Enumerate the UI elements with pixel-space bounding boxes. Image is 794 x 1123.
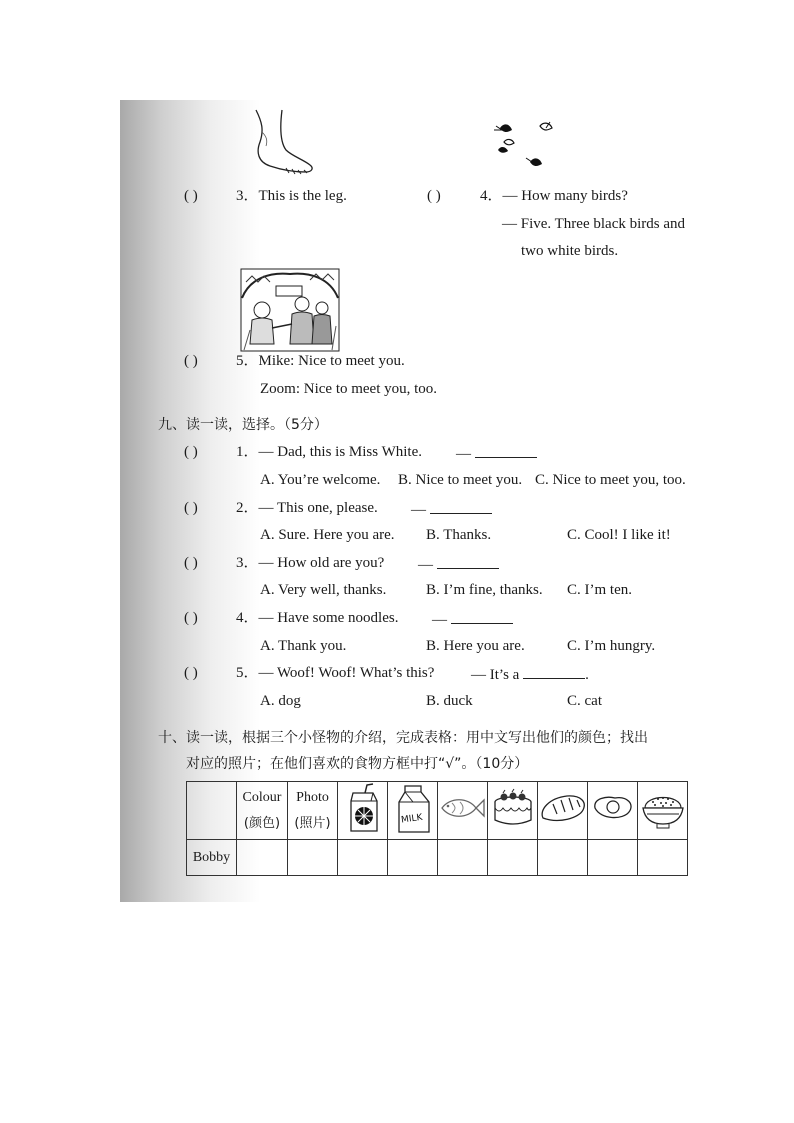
s9-q5-option-a: A. dog — [260, 693, 301, 709]
s9-q4-paren: ( ) — [184, 610, 198, 626]
section10-title-line2: 对应的照片；在他们喜欢的食物方框中打“√”。（10分） — [186, 756, 529, 772]
s9-q4-reply — [432, 609, 513, 629]
s9-q1-paren: ( ) — [184, 444, 198, 460]
s9-q4-option-a: A. Thank you. — [260, 638, 347, 654]
cake-icon — [491, 788, 535, 828]
q5-line2: Zoom: Nice to meet you, too. — [260, 381, 438, 397]
answer-blank[interactable] — [451, 609, 513, 624]
cake-check-cell[interactable] — [488, 840, 538, 876]
egg-check-cell[interactable] — [588, 840, 638, 876]
answer-blank[interactable] — [523, 664, 585, 679]
reply-period: . — [585, 667, 589, 683]
fish-check-cell[interactable] — [438, 840, 488, 876]
photo-header — [288, 782, 338, 840]
colour-header — [237, 782, 288, 840]
s9-q3-option-b: B. I’m fine, thanks. — [426, 582, 543, 598]
photo-header-cn: (照片) — [294, 815, 331, 831]
egg-cell — [588, 782, 638, 840]
s9-q5-reply — [471, 664, 589, 684]
milk-label: MILK — [400, 812, 423, 826]
rice-icon — [641, 786, 685, 830]
s9-q2-stem: 2．— This one, please. — [236, 500, 378, 516]
answer-blank[interactable] — [475, 443, 537, 458]
bread-cell — [538, 782, 588, 840]
s9-q5-option-c: C. cat — [567, 693, 602, 709]
s9-q3-stem: 3．— How old are you? — [236, 555, 385, 571]
s9-q1-option-c: C. Nice to meet you, too. — [535, 472, 686, 488]
corner-cell — [187, 782, 237, 840]
s9-q4-option-c: C. I’m hungry. — [567, 638, 656, 654]
bread-icon — [539, 792, 587, 824]
bread-check-cell[interactable] — [538, 840, 588, 876]
reply-dash: — — [418, 557, 433, 573]
reply-dash: — — [432, 612, 447, 628]
s9-q1-stem: 1．— Dad, this is Miss White. — [236, 444, 422, 460]
photo-header-en: Photo — [296, 789, 329, 805]
rice-check-cell[interactable] — [638, 840, 688, 876]
s9-q4-option-b: B. Here you are. — [426, 638, 525, 654]
q4-line3: two white birds. — [521, 243, 619, 259]
s9-q5-option-b: B. duck — [426, 693, 473, 709]
s9-q5-paren: ( ) — [184, 665, 198, 681]
fish-cell — [438, 782, 488, 840]
colour-answer-cell[interactable] — [237, 840, 288, 876]
milk-check-cell[interactable] — [388, 840, 438, 876]
reply-dash: — — [456, 446, 471, 462]
s9-q3-option-a: A. Very well, thanks. — [260, 582, 387, 598]
table-row — [187, 840, 688, 876]
q4-paren: ( ) — [427, 188, 441, 204]
juice-cell — [338, 782, 388, 840]
table-header-row — [187, 782, 688, 840]
cake-cell — [488, 782, 538, 840]
colour-header-en: Colour — [242, 789, 282, 805]
s9-q3-reply — [418, 554, 499, 574]
s9-q2-option-a: A. Sure. Here you are. — [260, 527, 395, 543]
q3-paren: ( ) — [184, 188, 198, 204]
birds-picture — [490, 118, 562, 180]
fish-icon — [440, 793, 486, 823]
s9-q2-option-c: C. Cool! I like it! — [567, 527, 671, 543]
egg-icon — [591, 794, 635, 822]
s9-q1-option-a: A. You’re welcome. — [260, 472, 381, 488]
s9-q1-option-b: B. Nice to meet you. — [398, 472, 523, 488]
s9-q2-option-b: B. Thanks. — [426, 527, 492, 543]
milk-icon — [393, 782, 433, 834]
rice-cell — [638, 782, 688, 840]
milk-cell — [388, 782, 438, 840]
juice-icon — [343, 783, 383, 833]
section10-title-line1: 十、读一读，根据三个小怪物的介绍，完成表格：用中文写出他们的颜色；找出 — [158, 730, 648, 746]
section9-title: 九、读一读，选择。（5分） — [158, 417, 328, 433]
answer-blank[interactable] — [430, 499, 492, 514]
s9-q5-stem: 5．— Woof! Woof! What’s this? — [236, 665, 435, 681]
s9-q3-paren: ( ) — [184, 555, 198, 571]
q4-text: 4．— How many birds? — [480, 188, 628, 204]
foot-picture — [250, 108, 320, 176]
s9-q4-stem: 4．— Have some noodles. — [236, 610, 399, 626]
s9-q1-reply — [456, 443, 537, 463]
colour-header-cn: (颜色) — [243, 815, 281, 831]
reply-dash: — — [411, 502, 426, 518]
photo-answer-cell[interactable] — [288, 840, 338, 876]
reply-dash: — It’s a — [471, 667, 520, 683]
q3-text: 3．This is the leg. — [236, 188, 347, 204]
s9-q2-reply — [411, 499, 492, 519]
monster-table — [186, 781, 688, 876]
q4-line2: — Five. Three black birds and — [502, 216, 686, 232]
row-name-bobby: Bobby — [187, 840, 237, 876]
s9-q3-option-c: C. I’m ten. — [567, 582, 632, 598]
q5-paren: ( ) — [184, 353, 198, 369]
juice-check-cell[interactable] — [338, 840, 388, 876]
park-meeting-picture — [240, 268, 340, 352]
answer-blank[interactable] — [437, 554, 499, 569]
s9-q2-paren: ( ) — [184, 500, 198, 516]
q5-text: 5．Mike: Nice to meet you. — [236, 353, 405, 369]
